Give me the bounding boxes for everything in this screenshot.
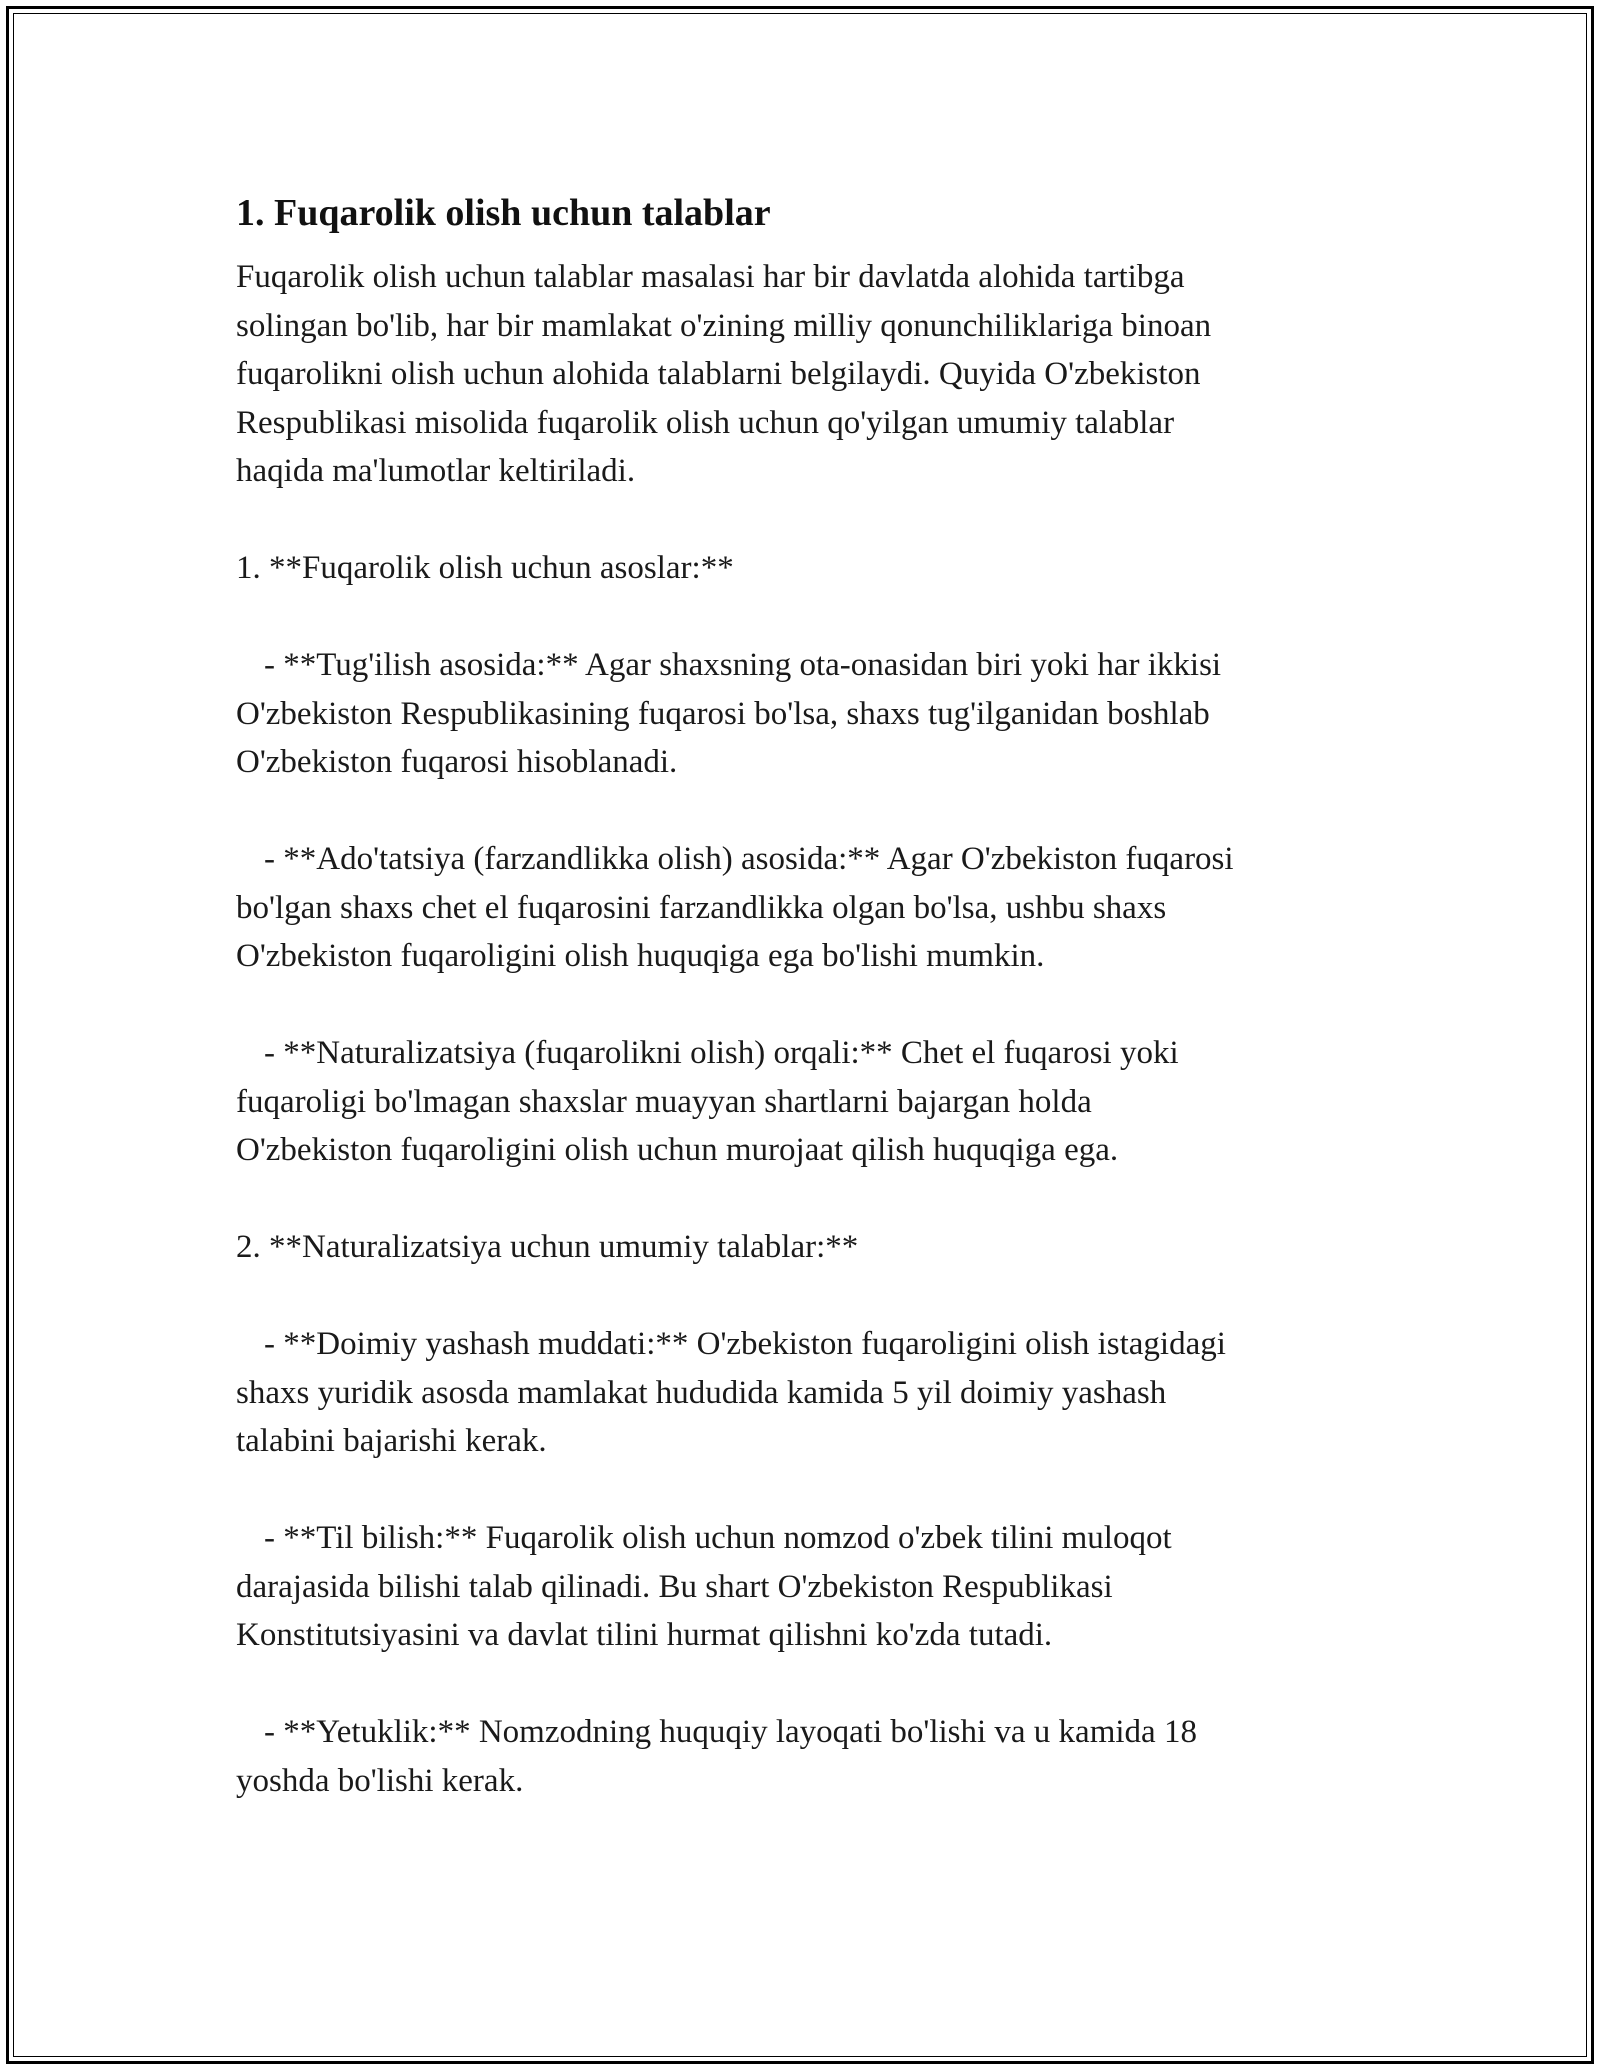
page-title: 1. Fuqarolik olish uchun talablar bbox=[236, 192, 771, 234]
section-1-title: 1. **Fuqarolik olish uchun asoslar:** bbox=[236, 550, 734, 586]
intro-paragraph bbox=[236, 253, 1376, 496]
list-item bbox=[236, 1320, 1376, 1466]
intro-line: solingan bo'lib, har bir mamlakat o'zining milliy qonunchiliklariga binoan bbox=[236, 307, 1212, 344]
list-item-first-line: - **Tug'ilish asosida:** Agar shaxsning ota-onasidan biri yoki har ikkisi bbox=[264, 647, 1222, 683]
list-item-line: Konstitutsiyasini va davlat tilini hurmat qilishni ko'zda tutadi. bbox=[236, 1617, 1053, 1653]
list-item-first-line: - **Naturalizatsiya (fuqarolikni olish) orqali:** Chet el fuqarosi yoki bbox=[264, 1035, 1179, 1071]
list-item-line: bo'lgan shaxs chet el fuqarosini farzandlikka olgan bo'lsa, ushbu shaxs bbox=[236, 889, 1167, 926]
intro-line: Respublikasi misolida fuqarolik olish uchun qo'yilgan umumiy talablar bbox=[236, 404, 1175, 441]
list-item-line: O'zbekiston fuqarosi hisoblanadi. bbox=[236, 744, 678, 780]
list-item-line: O'zbekiston Respublikasining fuqarosi bo'lsa, shaxs tug'ilganidan boshlab bbox=[236, 695, 1210, 732]
list-item-line: shaxs yuridik asosda mamlakat hududida kamida 5 yil doimiy yashash bbox=[236, 1374, 1167, 1411]
list-item-first-line: - **Til bilish:** Fuqarolik olish uchun nomzod o'zbek tilini muloqot bbox=[264, 1520, 1172, 1556]
list-item-line: fuqaroligi bo'lmagan shaxslar muayyan shartlarni bajargan holda bbox=[236, 1083, 1092, 1120]
list-item bbox=[236, 1514, 1376, 1660]
list-item-first-line: - **Doimiy yashash muddati:** O'zbekiston fuqaroligini olish istagidagi bbox=[264, 1326, 1226, 1362]
list-item bbox=[236, 641, 1376, 787]
list-item-line: talabini bajarishi kerak. bbox=[236, 1423, 547, 1459]
list-item-line: darajasida bilishi talab qilinadi. Bu shart O'zbekiston Respublikasi bbox=[236, 1568, 1113, 1605]
list-item-first-line: - **Yetuklik:** Nomzodning huquqiy layoqati bo'lishi va u kamida 18 bbox=[264, 1714, 1197, 1750]
intro-line: Fuqarolik olish uchun talablar masalasi har bir davlatda alohida tartibga bbox=[236, 259, 1185, 295]
list-item-line: yoshda bo'lishi kerak. bbox=[236, 1762, 524, 1799]
section-2-title: 2. **Naturalizatsiya uchun umumiy talablar:** bbox=[236, 1229, 859, 1265]
list-item bbox=[236, 835, 1376, 981]
intro-line: haqida ma'lumotlar keltiriladi. bbox=[236, 453, 636, 489]
intro-line: fuqarolikni olish uchun alohida talablarni belgilaydi. Quyida O'zbekiston bbox=[236, 356, 1201, 392]
list-item bbox=[236, 1029, 1376, 1175]
list-item-line: O'zbekiston fuqaroligini olish uchun murojaat qilish huquqiga ega. bbox=[236, 1132, 1119, 1168]
list-item-line: O'zbekiston fuqaroligini olish huquqiga ega bo'lishi mumkin. bbox=[236, 938, 1045, 974]
list-item bbox=[236, 1708, 1376, 1805]
document-body bbox=[236, 185, 1376, 1805]
list-item-first-line: - **Ado'tatsiya (farzandlikka olish) asosida:** Agar O'zbekiston fuqarosi bbox=[264, 841, 1234, 877]
